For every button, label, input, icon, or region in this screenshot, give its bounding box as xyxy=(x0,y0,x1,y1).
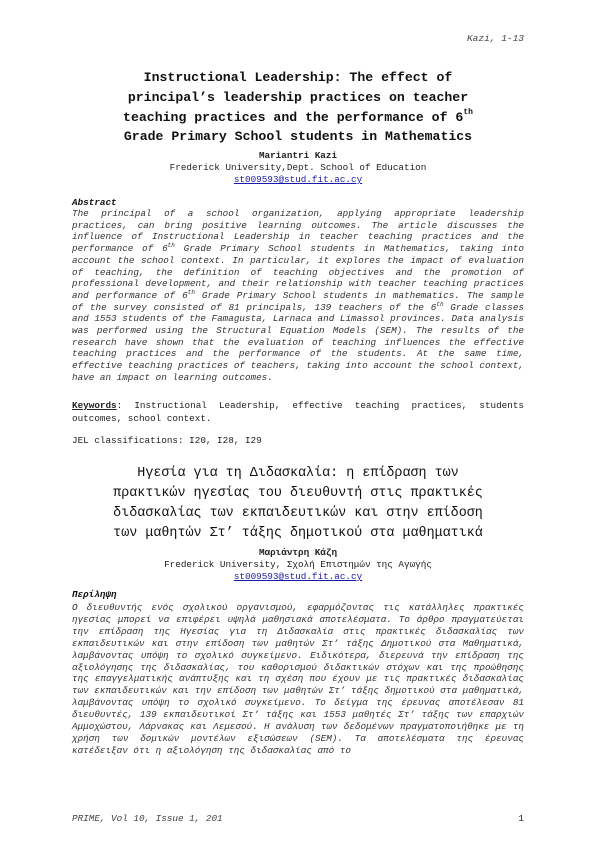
keywords-label: Keywords xyxy=(72,400,117,411)
author-email-link[interactable]: st009593@stud.fit.ac.cy xyxy=(233,174,363,185)
title-superscript: th xyxy=(463,107,473,117)
author-block xyxy=(72,150,524,186)
jel-classifications: JEL classifications: I20, I28, I29 xyxy=(72,435,262,446)
greek-title-line: των μαθητών Στ’ τάξης δημοτικού στα μαθηματικά xyxy=(113,526,483,541)
title-line: Grade Primary School students in Mathematics xyxy=(123,129,473,145)
abstract-superscript: th xyxy=(436,300,444,308)
page-footer: PRIME, Vol 10, Issue 1, 201 xyxy=(72,813,223,824)
keywords-text: : Instructional Leadership, effective teaching practices, students outcomes, school context. xyxy=(72,400,524,424)
greek-abstract-body: Ο διευθυντής ενός σχολικού οργανισμού, εφαρμόζοντας τις κατάλληλες πρακτικές ηγεσίας μπορεί να επιφέρει υψηλά μαθησιακά αποτελέσματα. Το άρθρο πραγματεύεται την επίδραση της Ηγεσίας για τη Διδασκαλία στις πρακτικές διδασκαλίας των εκπαιδευτικών και στην επίδοση των μαθητών Στ’ τάξης Δημοτικού στα Μαθηματικά, λαμβάνοντας υπόψη το σχολικό συγκείμενο. Ειδικότερα, διερευνά την επίδραση της αξιολόγησης της διδασκαλίας, του καθορισμού διδακτικών στόχων και της προώθησης της επαγγελματικής ανάπτυξης και τη σχέση που έχουν με τις πρακτικές διδασκαλίας των εκπαιδευτικών και την επίδοση των μαθητών Στ’ τάξης δημοτικού στα μαθηματικά, λαμβάνοντας υπόψη το σχολικό συγκείμενο. Το δείγμα της έρευνας αποτέλεσαν 81 διευθυντές, 139 εκπαιδευτικοί Στ’ τάξης και 1553 μαθητές Στ’ τάξης των επαρχιών Αμμοχώστου, Λάρνακας και Λεμεσού. Η ανάλυση των δεδομένων πραγματοποιήθηκε με τη χρήση των δομικών μοντέλων εξισώσεων (SEM). Τα αποτελέσματα της έρευνας κατέδειξαν ότι η αξιολόγηση της διδασκαλίας από το xyxy=(72,602,524,756)
greek-abstract-heading: Περίληψη xyxy=(72,589,117,600)
abstract-superscript: th xyxy=(187,288,195,296)
abstract-body xyxy=(72,208,524,384)
abstract-heading: Abstract xyxy=(72,197,117,208)
paper-title xyxy=(72,68,524,147)
greek-title xyxy=(72,464,524,544)
abstract-text: Grade Primary School students in Mathematics, taking into account the school context. In particular, it explores the impact of evaluation of teaching, the definition of teaching objectives and the promotion of professional development, and their relationship with teacher teaching practices and performance of 6 xyxy=(72,243,524,301)
greek-title-line: πρακτικών ηγεσίας του διευθυντή στις πρακτικές xyxy=(113,486,483,501)
keywords xyxy=(72,400,524,425)
title-text: teaching practices and the performance of 6 xyxy=(123,109,464,125)
greek-title-line: διδασκαλίας των εκπαιδευτικών και στην επίδοση xyxy=(113,506,483,521)
greek-author-block xyxy=(72,547,524,583)
abstract-text: The principal of a school organization, applying appropriate leadership practices, can bring positive learning outcomes. The article discusses the influence of Instructional Leadership in teacher teaching practices and the performance of 6 xyxy=(72,208,524,255)
author-name: Mariantri Kazi xyxy=(258,150,338,161)
title-line xyxy=(72,108,524,128)
greek-author-email-link[interactable]: st009593@stud.fit.ac.cy xyxy=(233,571,363,582)
greek-title-line: Ηγεσία για τη Διδασκαλία: η επίδραση των xyxy=(137,466,459,481)
abstract-superscript: th xyxy=(167,242,175,250)
title-line: Instructional Leadership: The effect of xyxy=(143,70,453,85)
abstract-text: Grade Primary School students in mathematics. The sample of the survey consisted of 81 principals, 139 teachers of the 6 xyxy=(72,289,524,313)
running-head: Kazi, 1-13 xyxy=(466,33,524,44)
title-line: principal’s leadership practices on teacher xyxy=(127,89,469,105)
page-number: 1 xyxy=(518,813,524,824)
greek-author-affiliation: Frederick University, Σχολή Επιστημών της Αγωγής xyxy=(164,559,432,570)
abstract-text: Grade classes and 1553 students of the Famagusta, Larnaca and Limassol provinces. Data analysis was performed using the Structural Equation Models (SEM). The results of the research have shown that the evaluation of teaching influences the effective teaching practices and the performance of the students. At the same time, effective teaching practices of teachers, taking into account the school context, have an impact on learning outcomes. xyxy=(72,301,524,383)
greek-author-name: Μαριάντρη Κάζη xyxy=(258,547,338,558)
paper-page xyxy=(72,0,524,842)
author-affiliation: Frederick University,Dept. School of Education xyxy=(169,162,427,173)
